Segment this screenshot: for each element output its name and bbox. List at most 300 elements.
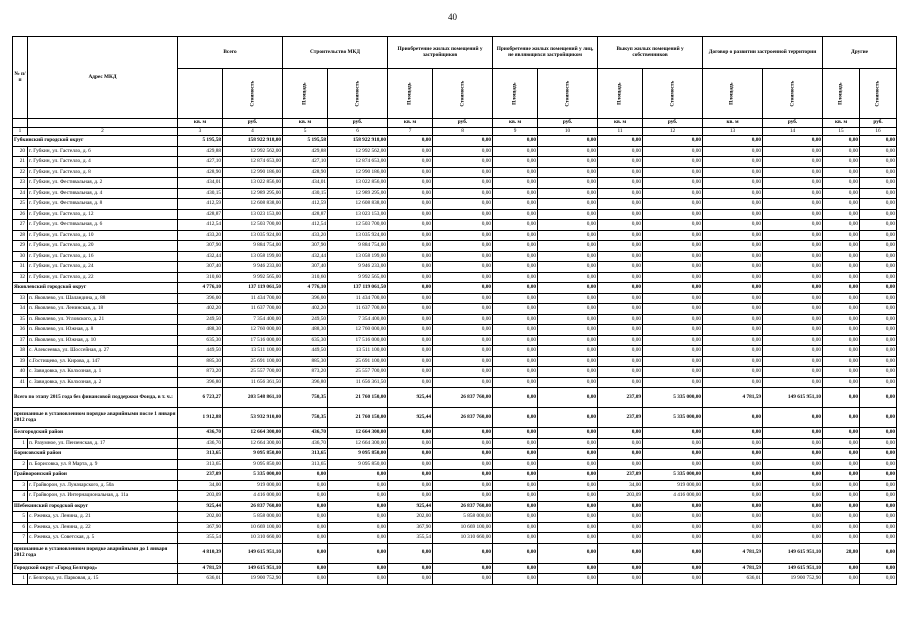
row-number: 22	[13, 167, 28, 178]
column-number: 8	[433, 128, 493, 136]
row-number: 35	[13, 314, 28, 325]
table-row	[13, 241, 897, 252]
value-cell: 0,00	[493, 262, 538, 273]
value-cell: 0,00	[860, 188, 897, 199]
column-number: 9	[493, 128, 538, 136]
address-cell: г. Губкин, ул. Гастелло, д. 20	[28, 241, 178, 252]
value-cell: 0,00	[860, 314, 897, 325]
value-cell: 0,00	[598, 563, 643, 574]
value-cell: 9 946 233,00	[223, 262, 283, 273]
value-cell: 137 119 061,50	[328, 283, 388, 294]
value-cell: 4 810,39	[178, 543, 223, 563]
value-cell: 0,00	[433, 178, 493, 189]
value-cell: 17 516 000,00	[223, 335, 283, 346]
value-cell: 7 354 400,00	[223, 314, 283, 325]
subheader-area: Площадь	[388, 69, 433, 119]
row-number: 23	[13, 178, 28, 189]
row-number: 30	[13, 251, 28, 262]
value-cell: 0,00	[433, 335, 493, 346]
value-cell: 0,00	[493, 251, 538, 262]
value-cell: 0,00	[493, 470, 538, 481]
value-cell: 0,00	[703, 367, 763, 378]
value-cell: 0,00	[493, 574, 538, 585]
value-cell: 0,00	[538, 325, 598, 336]
value-cell: 0,00	[598, 459, 643, 470]
value-cell: 5 195,58	[178, 136, 223, 147]
value-cell: 0,00	[598, 314, 643, 325]
value-cell: 12 989 295,00	[223, 188, 283, 199]
resettlement-table	[12, 36, 897, 585]
value-cell: 13 058 199,00	[223, 251, 283, 262]
group-label: Городской округ «Город Белгород»	[13, 563, 178, 574]
column-number: 1	[13, 128, 28, 136]
value-cell: 0,00	[763, 199, 823, 210]
value-cell: 430,15	[283, 188, 328, 199]
address-cell: п. Разумное, ул. Пензенская, д. 17	[28, 438, 178, 449]
value-cell: 0,00	[703, 220, 763, 231]
value-cell: 310,60	[178, 272, 223, 283]
value-cell: 149 615 951,10	[223, 543, 283, 563]
address-cell: г. Губкин, ул. Гастелло, д. 4	[28, 157, 178, 168]
value-cell: 488,30	[283, 325, 328, 336]
value-cell: 9 095 850,00	[223, 459, 283, 470]
address-cell: г. Грайворон, ул. Интернациональная, д. 11а	[28, 491, 178, 502]
value-cell: 0,00	[598, 220, 643, 231]
value-cell: 12 664 300,00	[223, 438, 283, 449]
value-cell: 0,00	[643, 377, 703, 388]
value-cell: 0,00	[493, 388, 538, 408]
units-row	[13, 119, 897, 128]
address-cell: г. Губкин, ул. Гастелло, д. 24	[28, 262, 178, 273]
value-cell: 0,00	[388, 136, 433, 147]
value-cell: 12 664 300,00	[328, 438, 388, 449]
value-cell: 0,00	[703, 262, 763, 273]
value-cell: 0,00	[823, 325, 860, 336]
value-cell: 0,00	[598, 304, 643, 315]
value-cell: 0,00	[643, 178, 703, 189]
value-cell: 434,01	[283, 178, 328, 189]
row-number: 41	[13, 377, 28, 388]
row-number: 31	[13, 262, 28, 273]
row-number: 21	[13, 157, 28, 168]
value-cell: 0,00	[763, 491, 823, 502]
value-cell: 0,00	[388, 209, 433, 220]
value-cell: 0,00	[328, 533, 388, 544]
value-cell: 0,00	[598, 428, 643, 439]
column-number: 5	[283, 128, 328, 136]
value-cell: 0,00	[538, 563, 598, 574]
table-row	[13, 574, 897, 585]
value-cell: 0,00	[703, 533, 763, 544]
value-cell: 0,00	[328, 512, 388, 523]
value-cell: 0,00	[388, 251, 433, 262]
value-cell: 0,00	[703, 230, 763, 241]
header-num: № п/п	[13, 37, 28, 119]
value-cell: 0,00	[860, 272, 897, 283]
value-cell: 0,00	[823, 470, 860, 481]
group-row	[13, 408, 897, 428]
value-cell: 0,00	[643, 304, 703, 315]
value-cell: 412,54	[178, 220, 223, 231]
column-number: 10	[538, 128, 598, 136]
address-cell: г. Белгород, ул. Парковая, д. 15	[28, 574, 178, 585]
value-cell: 0,00	[763, 136, 823, 147]
address-cell: п. Яковлево, ул. Шаландина, д. 88	[28, 293, 178, 304]
value-cell: 0,00	[823, 241, 860, 252]
value-cell: 925,44	[388, 408, 433, 428]
value-cell: 5 335 000,00	[643, 388, 703, 408]
value-cell: 0,00	[823, 230, 860, 241]
value-cell: 0,00	[538, 188, 598, 199]
table-row	[13, 262, 897, 273]
subheader-area-settle	[178, 69, 223, 119]
value-cell: 0,00	[823, 574, 860, 585]
value-cell: 149 615 951,10	[223, 563, 283, 574]
value-cell: 0,00	[493, 522, 538, 533]
unit-cell	[13, 119, 28, 128]
value-cell: 636,01	[703, 574, 763, 585]
value-cell: 0,00	[860, 199, 897, 210]
value-cell: 0,00	[538, 230, 598, 241]
value-cell: 13 022 856,00	[223, 178, 283, 189]
unit-cell: кв. м	[598, 119, 643, 128]
value-cell: 0,00	[643, 251, 703, 262]
value-cell: 0,00	[598, 157, 643, 168]
value-cell: 17 516 000,00	[328, 335, 388, 346]
value-cell: 436,70	[283, 438, 328, 449]
value-cell: 0,00	[763, 230, 823, 241]
value-cell: 0,00	[538, 388, 598, 408]
value-cell: 0,00	[823, 388, 860, 408]
value-cell: 0,00	[433, 283, 493, 294]
value-cell: 0,00	[643, 512, 703, 523]
unit-cell: руб.	[223, 119, 283, 128]
value-cell: 0,00	[763, 304, 823, 315]
value-cell: 0,00	[860, 574, 897, 585]
value-cell: 5 335 000,00	[223, 470, 283, 481]
value-cell: 0,00	[388, 314, 433, 325]
value-cell: 0,00	[433, 230, 493, 241]
value-cell: 396,80	[178, 377, 223, 388]
value-cell: 12 990 186,00	[223, 167, 283, 178]
value-cell: 0,00	[388, 449, 433, 460]
value-cell: 0,00	[433, 574, 493, 585]
value-cell: 0,00	[388, 574, 433, 585]
value-cell: 0,00	[823, 251, 860, 262]
value-cell: 0,00	[860, 533, 897, 544]
value-cell: 0,00	[763, 167, 823, 178]
value-cell: 0,00	[433, 241, 493, 252]
table-row	[13, 512, 897, 523]
value-cell: 0,00	[433, 167, 493, 178]
value-cell: 0,00	[433, 251, 493, 262]
value-cell: 0,00	[283, 563, 328, 574]
value-cell: 0,00	[598, 522, 643, 533]
value-cell: 0,00	[538, 178, 598, 189]
value-cell: 0,00	[283, 533, 328, 544]
value-cell: 13 022 856,00	[328, 178, 388, 189]
value-cell: 355,54	[388, 533, 433, 544]
group-label: Губкинский городской округ	[13, 136, 178, 147]
value-cell: 0,00	[598, 209, 643, 220]
value-cell: 925,44	[388, 388, 433, 408]
value-cell: 0,00	[283, 480, 328, 491]
value-cell: 0,00	[538, 209, 598, 220]
unit-cell: руб.	[538, 119, 598, 128]
table-row	[13, 522, 897, 533]
value-cell: 0,00	[860, 367, 897, 378]
value-cell: 0,00	[860, 293, 897, 304]
value-cell: 0,00	[643, 167, 703, 178]
value-cell: 4 776,10	[178, 283, 223, 294]
value-cell: 158 922 918,00	[223, 136, 283, 147]
value-cell: 0,00	[388, 157, 433, 168]
value-cell: 12 989 295,00	[328, 188, 388, 199]
table-row	[13, 335, 897, 346]
header-construction: Строительство МКД	[283, 37, 388, 69]
value-cell: 0,00	[763, 377, 823, 388]
value-cell: 137 119 061,50	[223, 283, 283, 294]
value-cell: 0,00	[763, 470, 823, 481]
value-cell: 0,00	[643, 136, 703, 147]
header-total: Всего	[178, 37, 283, 69]
value-cell: 5 335 000,00	[643, 470, 703, 481]
value-cell: 0,00	[860, 251, 897, 262]
value-cell: 0,00	[643, 574, 703, 585]
value-cell: 0,00	[433, 188, 493, 199]
value-cell: 0,00	[703, 241, 763, 252]
column-number: 6	[328, 128, 388, 136]
value-cell: 0,00	[388, 293, 433, 304]
value-cell: 0,00	[388, 491, 433, 502]
value-cell: 249,50	[178, 314, 223, 325]
value-cell: 0,00	[493, 304, 538, 315]
value-cell: 0,00	[388, 470, 433, 481]
table-row	[13, 314, 897, 325]
value-cell: 10 310 660,00	[223, 533, 283, 544]
value-cell: 0,00	[823, 563, 860, 574]
value-cell: 0,00	[493, 563, 538, 574]
value-cell: 0,00	[433, 146, 493, 157]
header-dev-contract: Договор о развитии застроенной территории	[703, 37, 823, 69]
value-cell: 0,00	[703, 491, 763, 502]
header-buy-non-developer: Приобретение жилых помещений у лиц, не являющихся застройщиком	[493, 37, 598, 69]
value-cell: 13 511 100,00	[223, 346, 283, 357]
value-cell: 0,00	[538, 408, 598, 428]
row-number: 29	[13, 241, 28, 252]
value-cell: 34,00	[178, 480, 223, 491]
address-cell: г. Губкин, ул. Гастелло, д. 12	[28, 209, 178, 220]
value-cell: 0,00	[860, 230, 897, 241]
row-number: 7	[13, 533, 28, 544]
value-cell: 436,70	[178, 438, 223, 449]
row-number: 28	[13, 230, 28, 241]
value-cell: 0,00	[643, 220, 703, 231]
value-cell: 0,00	[703, 199, 763, 210]
value-cell: 313,65	[178, 459, 223, 470]
value-cell: 0,00	[703, 480, 763, 491]
value-cell: 0,00	[598, 251, 643, 262]
row-number: 34	[13, 304, 28, 315]
value-cell: 12 608 838,00	[223, 199, 283, 210]
value-cell: 0,00	[703, 272, 763, 283]
table-row	[13, 293, 897, 304]
value-cell: 310,60	[283, 272, 328, 283]
table-row	[13, 251, 897, 262]
value-cell: 0,00	[598, 146, 643, 157]
row-number: 33	[13, 293, 28, 304]
value-cell: 0,00	[493, 367, 538, 378]
value-cell: 0,00	[283, 543, 328, 563]
address-cell: г. Губкин, ул. Гастелло, д. 16	[28, 251, 178, 262]
value-cell: 428,87	[178, 209, 223, 220]
value-cell: 0,00	[493, 543, 538, 563]
value-cell: 237,09	[598, 388, 643, 408]
value-cell: 0,00	[703, 470, 763, 481]
value-cell: 433,20	[283, 230, 328, 241]
value-cell: 432,44	[283, 251, 328, 262]
value-cell: 919 000,00	[223, 480, 283, 491]
value-cell: 0,00	[493, 533, 538, 544]
value-cell: 0,00	[643, 199, 703, 210]
value-cell: 0,00	[493, 293, 538, 304]
value-cell: 26 837 760,00	[433, 501, 493, 512]
value-cell: 0,00	[493, 178, 538, 189]
value-cell: 0,00	[703, 501, 763, 512]
subheader-cost: Стоимость	[763, 69, 823, 119]
subheader-cost: Стоимость	[433, 69, 493, 119]
value-cell: 0,00	[703, 304, 763, 315]
group-label: Белгородский район	[13, 428, 178, 439]
value-cell: 0,00	[538, 470, 598, 481]
table-row	[13, 146, 897, 157]
group-row	[13, 563, 897, 574]
value-cell: 4 781,59	[178, 563, 223, 574]
value-cell: 5 858 000,00	[223, 512, 283, 523]
value-cell: 0,00	[823, 178, 860, 189]
value-cell: 0,00	[823, 408, 860, 428]
value-cell: 488,30	[178, 325, 223, 336]
value-cell: 427,10	[283, 157, 328, 168]
value-cell: 11 637 700,00	[328, 304, 388, 315]
value-cell: 0,00	[388, 335, 433, 346]
value-cell: 19 900 752,90	[223, 574, 283, 585]
value-cell: 0,00	[860, 220, 897, 231]
value-cell: 0,00	[763, 533, 823, 544]
value-cell: 0,00	[538, 157, 598, 168]
row-number: 1	[13, 438, 28, 449]
row-number: 37	[13, 335, 28, 346]
value-cell: 0,00	[823, 449, 860, 460]
value-cell: 0,00	[433, 428, 493, 439]
subheader-cost: Стоимость	[860, 69, 897, 119]
value-cell: 0,00	[823, 356, 860, 367]
value-cell: 0,00	[598, 512, 643, 523]
table-row	[13, 272, 897, 283]
value-cell: 0,00	[860, 480, 897, 491]
value-cell: 202,00	[178, 512, 223, 523]
value-cell: 432,44	[178, 251, 223, 262]
value-cell: 0,00	[283, 512, 328, 523]
value-cell: 313,65	[178, 449, 223, 460]
row-number: 40	[13, 367, 28, 378]
address-cell: г. Губкин, ул. Гастелло, д. 6	[28, 146, 178, 157]
value-cell: 0,00	[433, 157, 493, 168]
unit-cell: руб.	[643, 119, 703, 128]
value-cell: 0,00	[860, 501, 897, 512]
value-cell: 0,00	[643, 428, 703, 439]
value-cell: 0,00	[433, 136, 493, 147]
subheader-area: Площадь	[598, 69, 643, 119]
value-cell: 0,00	[763, 367, 823, 378]
value-cell: 11 656 361,50	[223, 377, 283, 388]
value-cell: 19 900 752,90	[763, 574, 823, 585]
value-cell: 0,00	[598, 136, 643, 147]
value-cell: 0,00	[433, 438, 493, 449]
value-cell: 636,01	[178, 574, 223, 585]
value-cell: 0,00	[433, 272, 493, 283]
value-cell: 0,00	[763, 251, 823, 262]
value-cell: 12 503 700,00	[328, 220, 388, 231]
value-cell: 436,70	[178, 428, 223, 439]
unit-cell: кв. м	[283, 119, 328, 128]
value-cell: 0,00	[493, 377, 538, 388]
value-cell: 873,20	[178, 367, 223, 378]
value-cell: 13 023 153,00	[223, 209, 283, 220]
value-cell: 0,00	[643, 356, 703, 367]
value-cell: 0,00	[643, 335, 703, 346]
value-cell: 427,10	[178, 157, 223, 168]
value-cell: 0,00	[538, 522, 598, 533]
row-number: 27	[13, 220, 28, 231]
value-cell: 13 035 924,00	[328, 230, 388, 241]
table-row	[13, 167, 897, 178]
subheader-cost: Стоимость	[643, 69, 703, 119]
value-cell: 0,00	[328, 491, 388, 502]
value-cell: 412,59	[178, 199, 223, 210]
column-number: 16	[860, 128, 897, 136]
value-cell: 0,00	[493, 325, 538, 336]
value-cell: 0,00	[328, 543, 388, 563]
group-row	[13, 136, 897, 147]
value-cell: 396,80	[283, 377, 328, 388]
value-cell: 0,00	[763, 428, 823, 439]
value-cell: 11 637 700,00	[223, 304, 283, 315]
value-cell: 0,00	[433, 346, 493, 357]
value-cell: 34,00	[598, 480, 643, 491]
table-row	[13, 438, 897, 449]
value-cell: 0,00	[703, 512, 763, 523]
value-cell: 0,00	[538, 262, 598, 273]
value-cell: 0,00	[538, 438, 598, 449]
value-cell: 0,00	[860, 388, 897, 408]
value-cell: 0,00	[493, 356, 538, 367]
value-cell: 0,00	[823, 146, 860, 157]
value-cell: 0,00	[763, 408, 823, 428]
value-cell: 0,00	[283, 491, 328, 502]
value-cell: 750,35	[283, 408, 328, 428]
value-cell: 4 416 000,00	[223, 491, 283, 502]
value-cell: 0,00	[823, 459, 860, 470]
table-row	[13, 199, 897, 210]
row-number: 5	[13, 512, 28, 523]
value-cell: 5 858 000,00	[433, 512, 493, 523]
value-cell: 0,00	[598, 167, 643, 178]
value-cell: 0,00	[283, 501, 328, 512]
value-cell: 158 922 918,00	[328, 136, 388, 147]
address-cell: г. Губкин, ул. Фестивальная, д. 4	[28, 188, 178, 199]
value-cell: 0,00	[763, 157, 823, 168]
